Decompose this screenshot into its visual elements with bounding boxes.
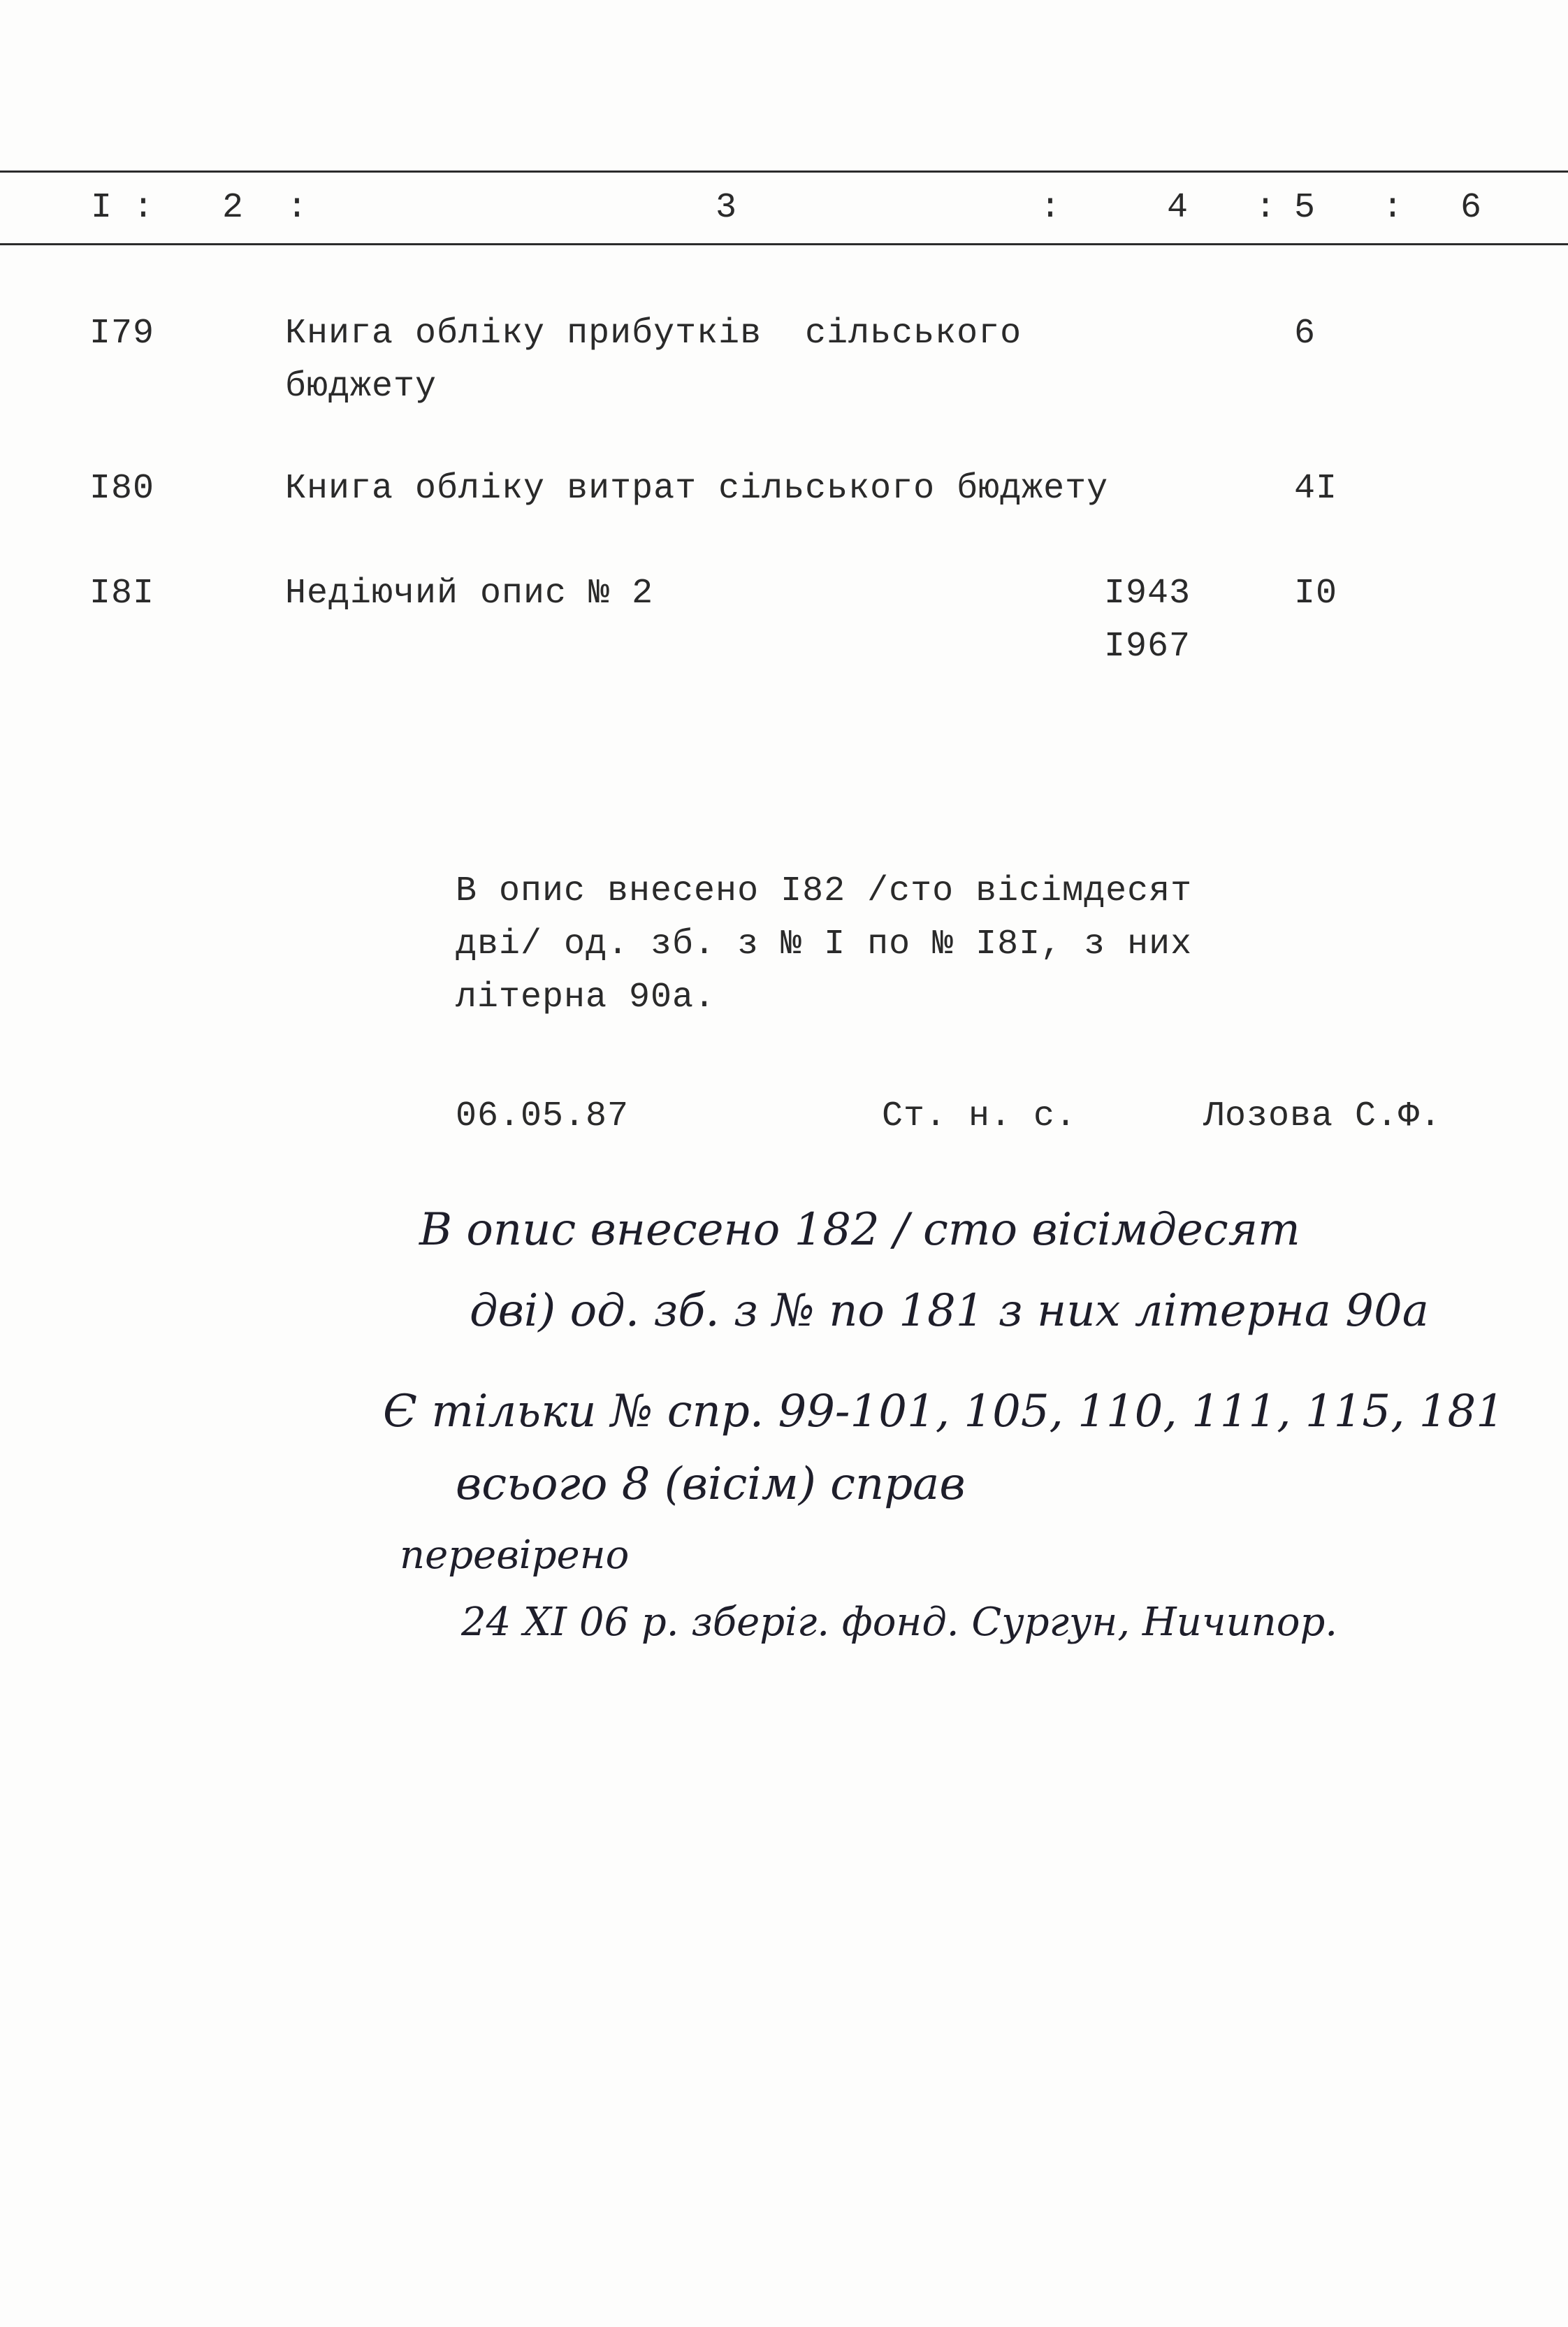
signature-date: 06.05.87: [456, 1096, 630, 1136]
row-years-start: I943: [1104, 574, 1191, 614]
header-separator: :: [1255, 188, 1277, 228]
header-separator: :: [1040, 188, 1061, 228]
summary-line: дві/ од. зб. з № I по № I8I, з них: [456, 925, 1193, 964]
handwritten-note-line: В опис внесено 182 / сто вісімдесят: [419, 1204, 1300, 1256]
row-title: Книга обліку прибутків сільського: [285, 314, 1022, 354]
header-separator: :: [1382, 188, 1404, 228]
table-header-top-rule: [0, 171, 1568, 173]
header-col-2: 2: [222, 188, 244, 228]
header-col-1: I: [91, 188, 112, 228]
signature-name: Лозова С.Ф.: [1203, 1096, 1442, 1136]
summary-line: літерна 90а.: [456, 978, 716, 1017]
row-title: Книга обліку витрат сільського бюджету: [285, 469, 1109, 509]
handwritten-note-line: Є тільки № спр. 99-101, 105, 110, 111, 115, 181: [383, 1386, 1504, 1437]
row-number: I8I: [89, 574, 155, 614]
handwritten-note-line: дві) од. зб. з № по 181 з них літерна 90а: [470, 1285, 1429, 1337]
row-years-end: I967: [1104, 627, 1191, 667]
header-separator: :: [286, 188, 308, 228]
table-header-bottom-rule: [0, 243, 1568, 245]
row-title: Недіючий опис № 2: [285, 574, 654, 614]
handwritten-note-line: перевірено: [400, 1532, 630, 1578]
row-count: I0: [1294, 574, 1338, 614]
row-number: I79: [89, 314, 155, 354]
header-col-4: 4: [1167, 188, 1189, 228]
row-count: 6: [1294, 314, 1316, 354]
handwritten-note-line: 24 XI 06 р. зберіг. фонд. Сургун, Ничипор.: [461, 1600, 1338, 1645]
handwritten-note-line: всього 8 (вісім) справ: [456, 1458, 966, 1510]
row-number: I80: [89, 469, 155, 509]
header-col-6: 6: [1460, 188, 1482, 228]
header-separator: :: [133, 188, 154, 228]
header-col-3: 3: [716, 188, 737, 228]
summary-line: В опис внесено I82 /сто вісімдесят: [456, 871, 1193, 911]
signature-position: Ст. н. с.: [882, 1096, 1077, 1136]
header-col-5: 5: [1294, 188, 1316, 228]
row-count: 4I: [1294, 469, 1338, 509]
row-title-continued: бюджету: [285, 367, 437, 407]
